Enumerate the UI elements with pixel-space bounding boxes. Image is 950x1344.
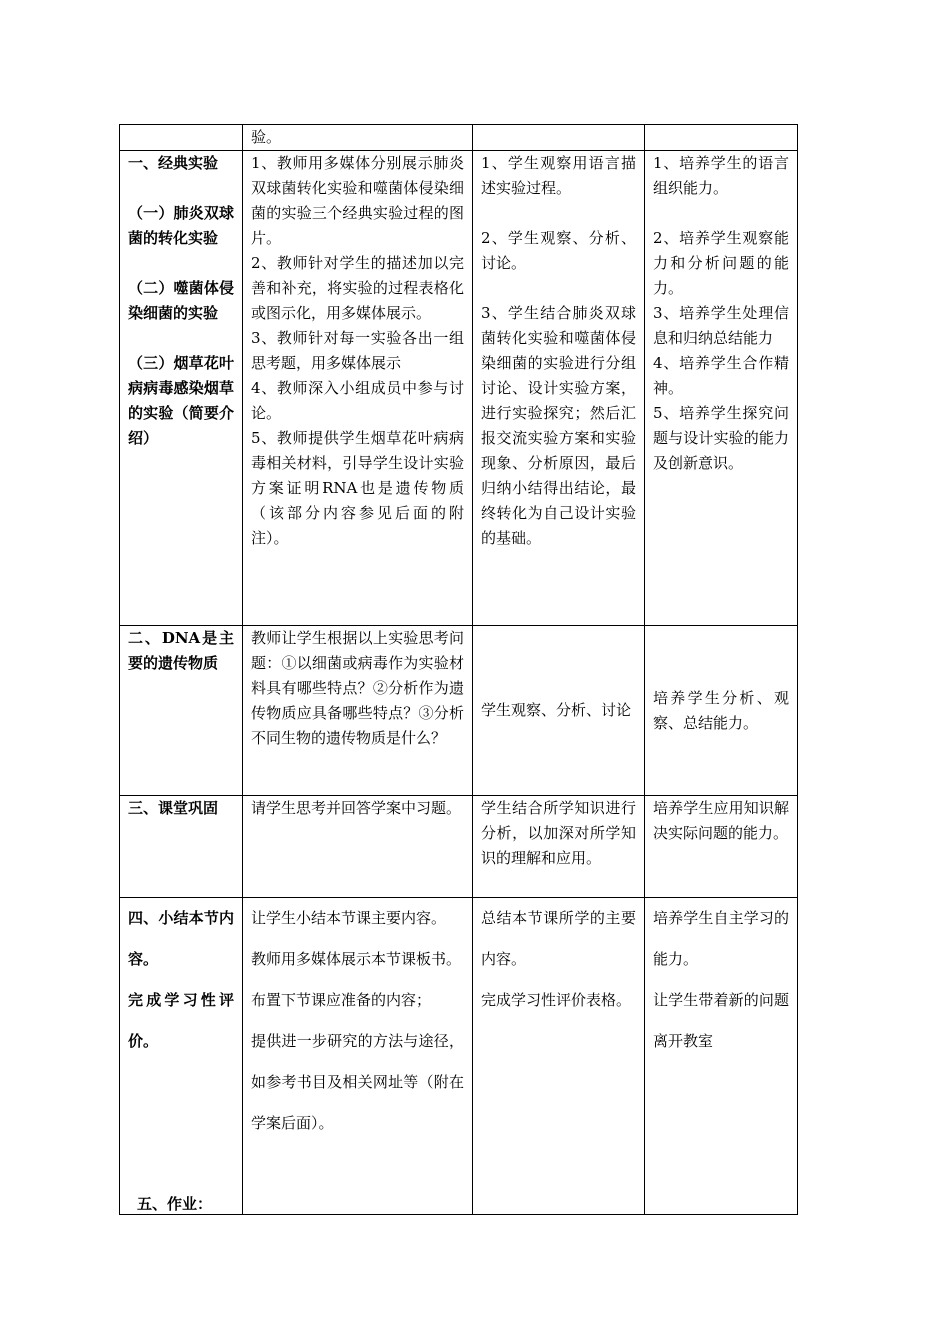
cell-text: 培养学生自主学习的能力。	[653, 909, 789, 968]
table-cell-teacher-activity	[243, 151, 473, 626]
lesson-plan-table	[119, 124, 798, 1215]
cell-text: 教师用多媒体展示本节课板书。	[251, 950, 462, 968]
table-cell-stage	[120, 898, 243, 1215]
table-row	[120, 626, 798, 796]
cell-text: （二）噬菌体侵染细菌的实验	[128, 279, 234, 322]
cell-text: 2、教师针对学生的描述加以完善和补充，将实验的过程表格化或图示化，用多媒体展示。	[251, 254, 464, 322]
cell-text: 3、培养学生处理信息和归纳总结能力	[653, 304, 789, 347]
cell-text: 1、学生观察用语言描述实验过程。	[481, 154, 636, 197]
homework-heading: 五、作业：	[137, 1195, 213, 1213]
cell-text: 二、DNA是主要的遗传物质	[128, 629, 234, 672]
table-row	[120, 125, 798, 151]
table-cell-teacher-activity	[243, 626, 473, 796]
table-cell-design-intent	[645, 626, 798, 796]
table-cell-stage	[120, 626, 243, 796]
cell-text: 三、课堂巩固	[128, 799, 219, 817]
cell-text: 培养学生分析、观察、总结能力。	[653, 688, 789, 732]
table-cell-design-intent	[645, 796, 798, 898]
cell-text: 3、教师针对每一实验各出一组思考题，用多媒体展示	[251, 329, 464, 372]
cell-text: 培养学生应用知识解决实际问题的能力。	[653, 799, 789, 842]
table-cell-teacher-activity	[243, 125, 473, 151]
cell-text: 1、教师用多媒体分别展示肺炎双球菌转化实验和噬菌体侵染细菌的实验三个经典实验过程的图片。	[251, 154, 464, 247]
cell-text: 4、培养学生合作精神。	[653, 354, 789, 397]
table-cell-stage	[120, 125, 243, 151]
cell-text: 学生观察、分析、讨论	[481, 701, 632, 719]
cell-text: 完成学习性评价。	[128, 991, 234, 1050]
table-cell-student-activity	[473, 796, 645, 898]
cell-text: 一、经典实验	[128, 154, 219, 172]
cell-text: 请学生思考并回答学案中习题。	[251, 799, 462, 817]
table-cell-teacher-activity	[243, 796, 473, 898]
table-cell-stage	[120, 796, 243, 898]
table-cell-student-activity	[473, 898, 645, 1215]
cell-text: 2、学生观察、分析、讨论。	[481, 229, 636, 272]
cell-text: 5、教师提供学生烟草花叶病病毒相关材料，引导学生设计实验方案证明RNA也是遗传物质（该部分内容参见后面的附注）。	[251, 429, 464, 547]
cell-text: 完成学习性评价表格。	[481, 991, 632, 1009]
cell-text: 验。	[251, 128, 282, 146]
cell-text: 4、教师深入小组成员中参与讨论。	[251, 379, 464, 422]
table-cell-student-activity	[473, 626, 645, 796]
table-row	[120, 898, 798, 1215]
cell-text: （三）烟草花叶病病毒感染烟草的实验（简要介绍）	[128, 354, 234, 447]
table-cell-design-intent	[645, 898, 798, 1215]
table-cell-student-activity	[473, 151, 645, 626]
table-cell-stage	[120, 151, 243, 626]
cell-text: 2、培养学生观察能力和分析问题的能力。	[653, 229, 789, 297]
cell-text: 5、培养学生探究问题与设计实验的能力及创新意识。	[653, 404, 789, 472]
table-cell-design-intent	[645, 151, 798, 626]
table-cell-design-intent	[645, 125, 798, 151]
table-row	[120, 151, 798, 626]
cell-text: 四、小结本节内容。	[128, 909, 234, 968]
table-cell-teacher-activity	[243, 898, 473, 1215]
cell-text: 教师让学生根据以上实验思考问题：①以细菌或病毒作为实验材料具有哪些特点？②分析作为遗传物质应具备哪些特点？③分析不同生物的遗传物质是什么？	[251, 629, 464, 747]
cell-text: 让学生带着新的问题离开教室	[653, 991, 789, 1050]
cell-text: 让学生小结本节课主要内容。	[251, 909, 447, 927]
table-cell-student-activity	[473, 125, 645, 151]
cell-text: 总结本节课所学的主要内容。	[481, 909, 636, 968]
cell-text: 布置下节课应准备的内容；	[251, 991, 432, 1009]
cell-text: 1、培养学生的语言组织能力。	[653, 154, 789, 197]
cell-text: 3、学生结合肺炎双球菌转化实验和噬菌体侵染细菌的实验进行分组讨论、设计实验方案，进行实验探究；然后汇报交流实验方案和实验现象、分析原因，最后归纳小结得出结论，最终转化为自己设计实验的基础。	[481, 304, 636, 547]
cell-text: 提供进一步研究的方法与途径，如参考书目及相关网址等（附在学案后面）。	[251, 1032, 464, 1132]
cell-text: 学生结合所学知识进行分析，以加深对所学知识的理解和应用。	[481, 799, 636, 867]
cell-text: （一）肺炎双球菌的转化实验	[128, 204, 234, 247]
table-row	[120, 796, 798, 898]
